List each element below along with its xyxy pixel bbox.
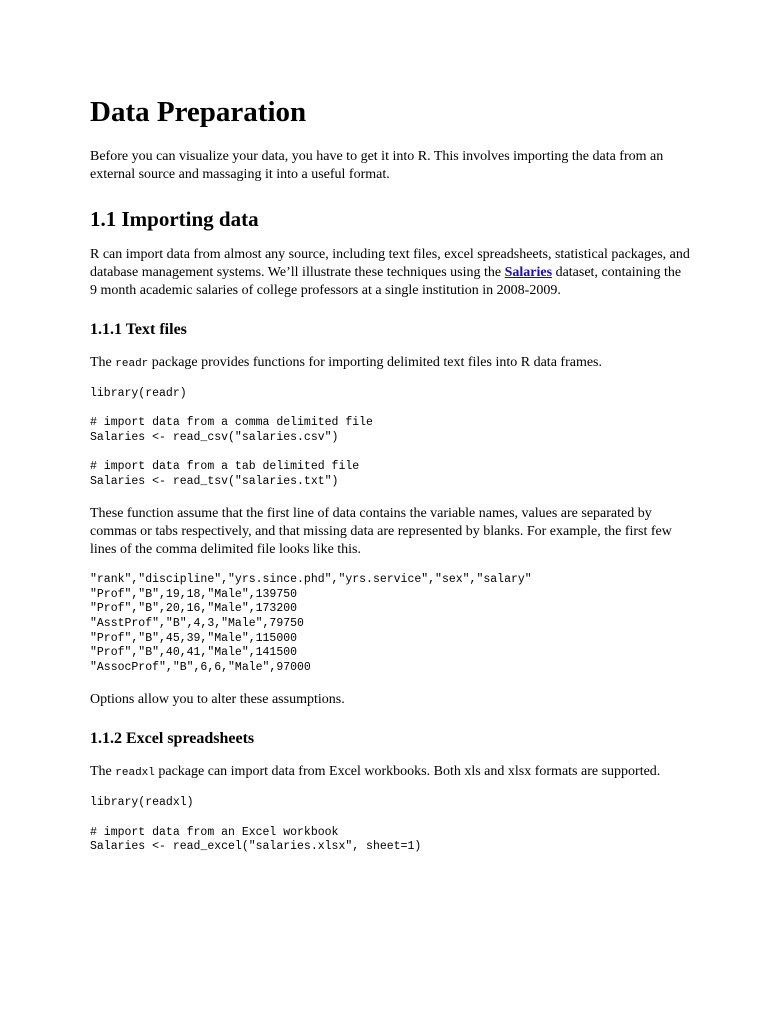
importing-data-text-before-link: R can import data from almost any source, including text files, excel spreadsheets, statistical packages, and database management systems. We’ll illustrate these techniques using the (90, 247, 690, 280)
text-files-prefix: The (90, 355, 116, 370)
page-title: Data Preparation (90, 96, 307, 128)
importing-data-text-after-link: dataset, containing the 9 month academic salaries of college professors at a single institution in 2008-2009. (90, 265, 682, 298)
code-block-readxl: library(readxl) # import data from an Excel workbook Salaries <- read_excel("salaries.xlsx", sheet=1) (90, 796, 422, 854)
assumptions-paragraph: These function assume that the first line of data contains the variable names, values are separated by commas or tabs respectively, and that missing data are represented by blanks. For example, the first few lines of the comma delimited file looks like this. (90, 506, 672, 558)
code-block-readr: library(readr) # import data from a comma delimited file Salaries <- read_csv("salaries.csv") # import data from a tab delimited file Salaries <- read_tsv("salaries.txt") (90, 387, 373, 488)
excel-suffix: package can import data from Excel workbooks. Both xls and xlsx formats are supported. (154, 764, 661, 780)
text-files-suffix: package provides functions for importing delimited text files into R data frames. (148, 355, 602, 370)
document-page (90, 94, 690, 871)
readxl-package-code: readxl (115, 767, 155, 780)
options-paragraph: Options allow you to alter these assumptions. (90, 692, 345, 708)
excel-paragraph (90, 763, 690, 782)
readr-package-code: readr (115, 358, 149, 370)
excel-prefix: The (90, 764, 116, 780)
code-block-csv-sample: "rank","discipline","yrs.since.phd","yrs.service","sex","salary" "Prof","B",19,18,"Male",139750 "Prof","B",20,16,"Male",173200 "AsstProf","B",4,3,"Male",79750 "Prof","B",45,39,"Male",115000 "Prof","B",40,41,"Male",141500 "AssocProf","B",6,6,"Male",97000 (90, 573, 532, 674)
subsection-heading-text-files: 1.1.1 Text files (90, 321, 187, 338)
subsection-heading-excel: 1.1.2 Excel spreadsheets (90, 730, 255, 748)
section-heading-importing-data: 1.1 Importing data (90, 207, 259, 231)
intro-paragraph: Before you can visualize your data, you have to get it into R. This involves importing the data from an external source and massaging it into a useful format. (90, 149, 664, 182)
salaries-link[interactable]: Salaries (504, 265, 553, 280)
text-files-paragraph (90, 354, 690, 373)
importing-data-paragraph (90, 246, 690, 300)
